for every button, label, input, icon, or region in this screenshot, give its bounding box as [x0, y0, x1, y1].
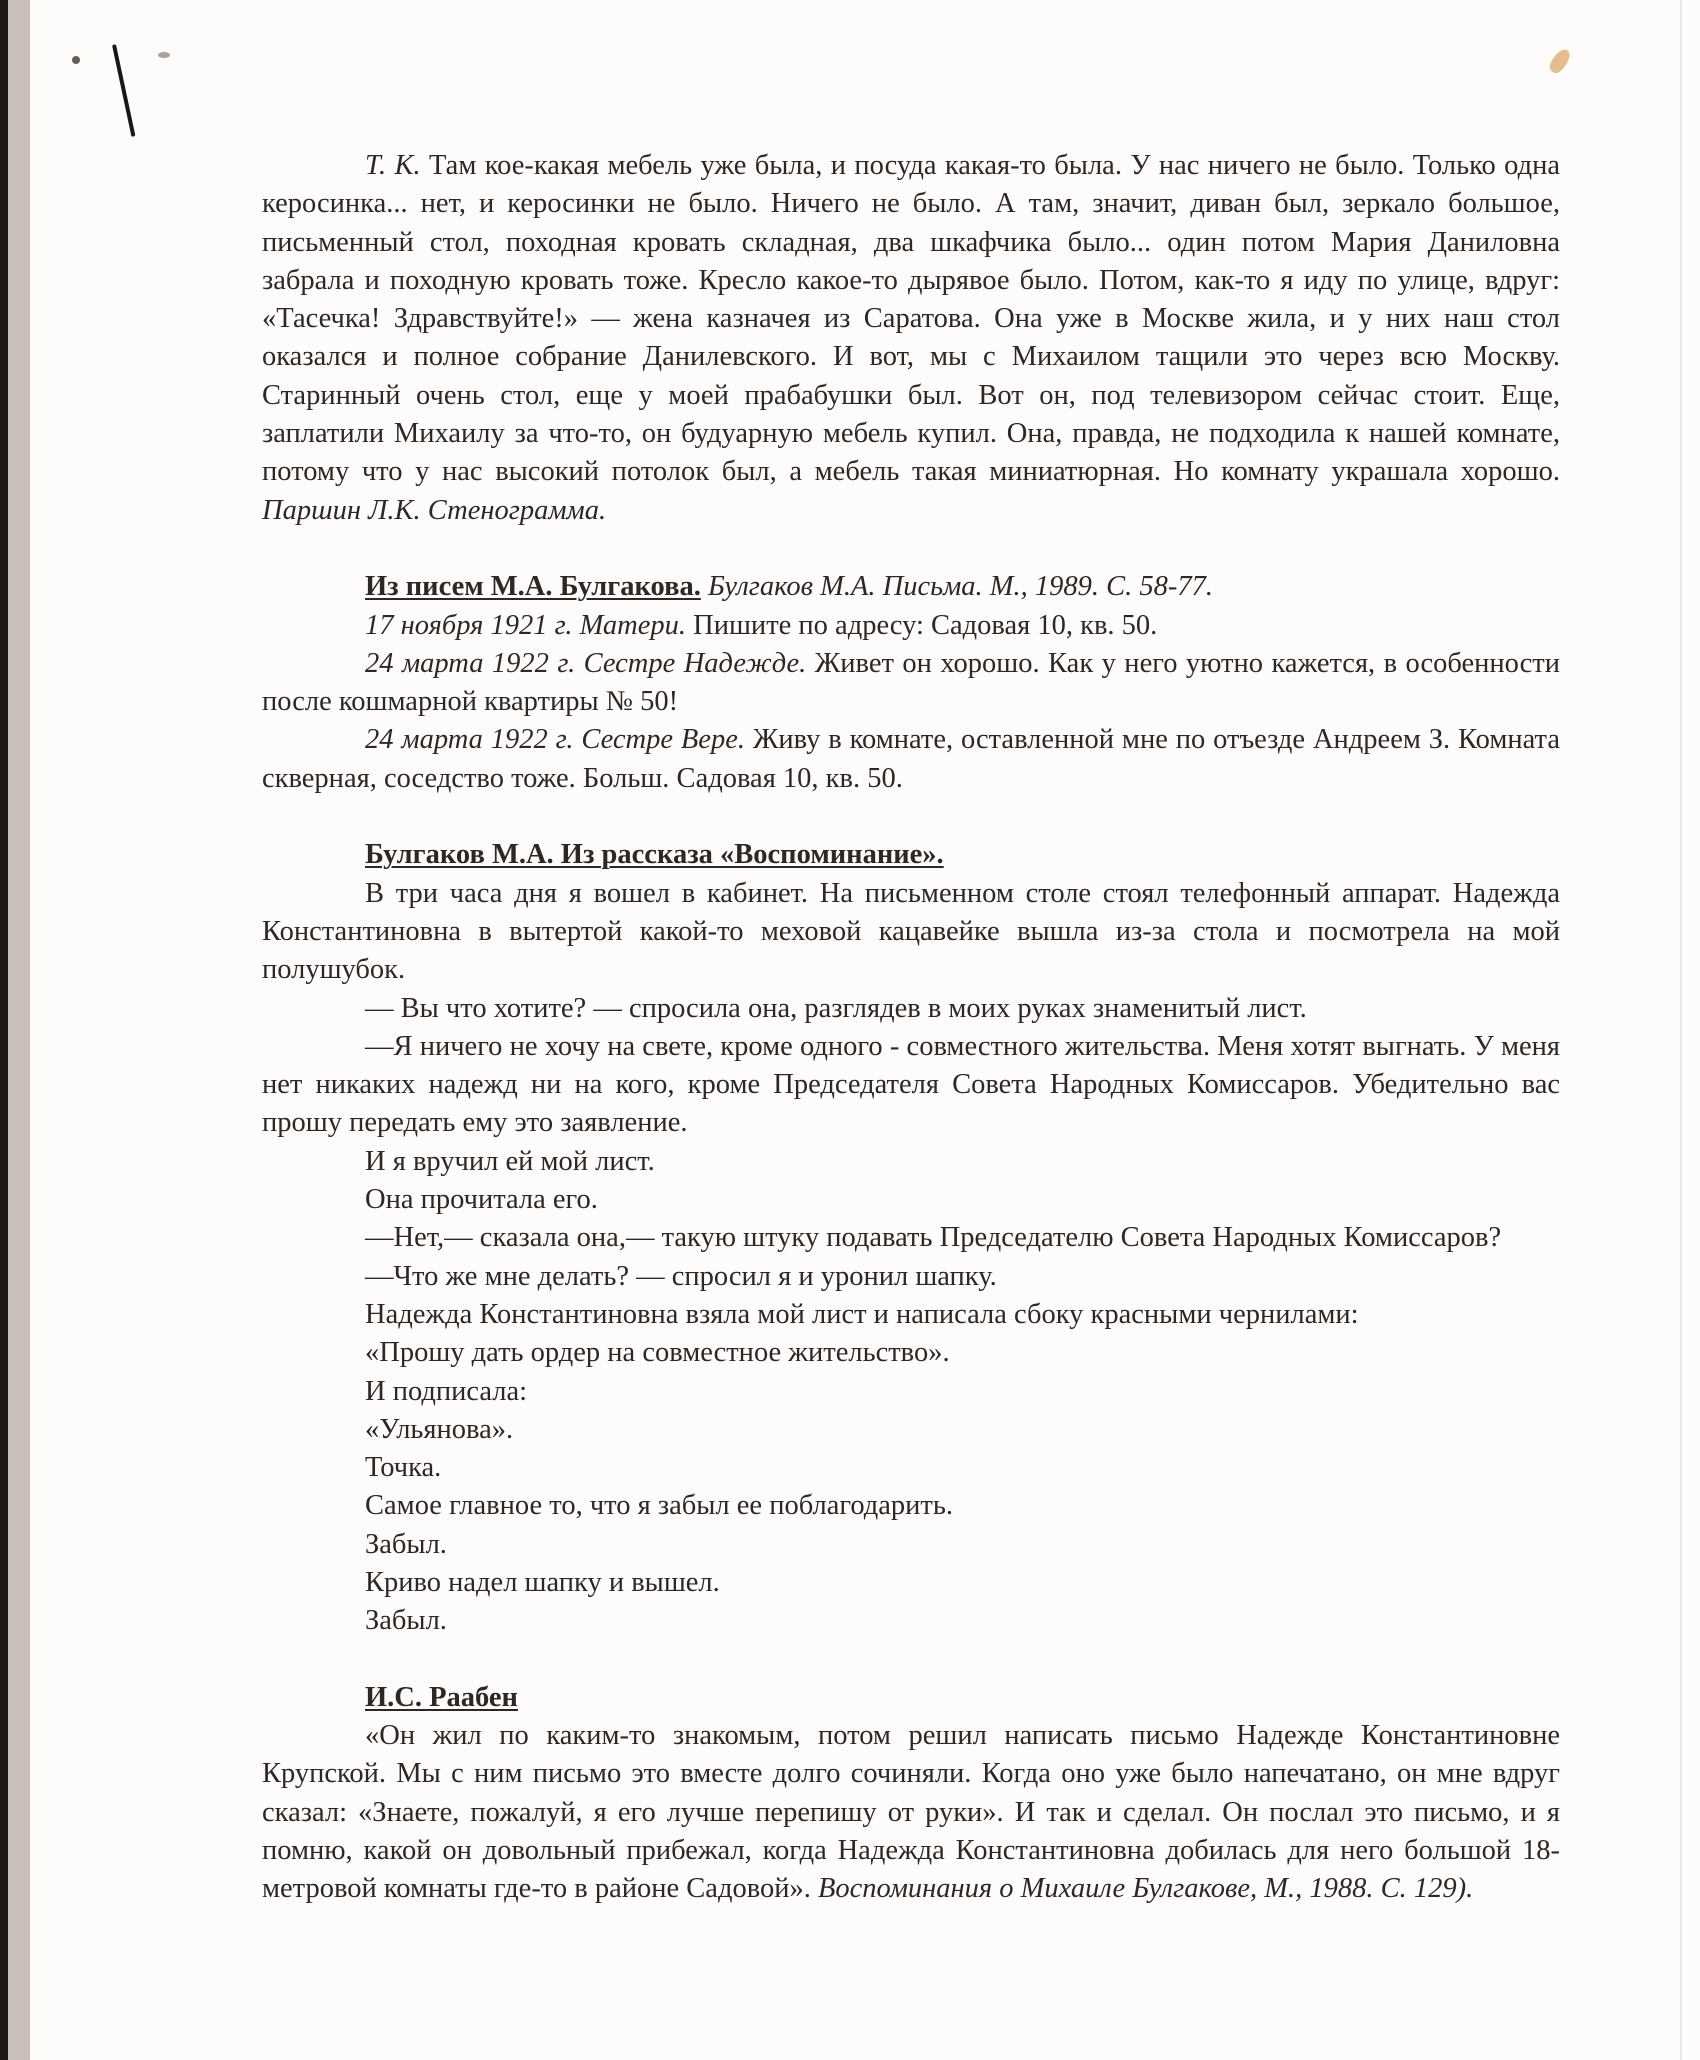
pen-stroke-mark — [112, 44, 135, 137]
letter-date: 17 ноября 1921 г. Матери. — [365, 609, 687, 641]
letter-entry — [262, 721, 1560, 798]
document-page — [262, 147, 1560, 1909]
story-paragraph: — Вы что хотите? — спросила она, разглядев в моих руках знаменитый лист. — [365, 992, 1307, 1024]
punch-hole-mark — [72, 56, 80, 64]
scan-edge-dark — [0, 0, 8, 2060]
story-paragraph: —Я ничего не хочу на свете, кроме одного - совместного жительства. Меня хотят выгнать. У меня нет никаких надежд ни на кого, кроме Председателя Совета Народных Комиссаров. Убедительно вас прошу передать ему это заявление. — [262, 1030, 1560, 1139]
story-paragraph: Криво надел шапку и вышел. — [365, 1566, 720, 1598]
stain-mark — [1547, 46, 1573, 75]
story-paragraph: И подписала: — [365, 1375, 528, 1407]
source-citation: Паршин Л.К. Стенограмма. — [262, 494, 607, 526]
section-heading: И.С. Раабен — [365, 1681, 518, 1713]
story-paragraph: «Прошу дать ордер на совместное жительство». — [365, 1337, 950, 1369]
raaben-quote — [262, 1717, 1560, 1908]
story-paragraph: Точка. — [365, 1452, 442, 1484]
scan-edge-right — [1680, 0, 1682, 2060]
letter-text: Живу в комнате, оставленной мне по отъезде Андреем З. Комната скверная, соседство тоже. Больш. Садовая 10, кв. 50. — [262, 724, 1560, 794]
story-paragraph: Забыл. — [365, 1528, 447, 1560]
story-paragraph: Она прочитала его. — [365, 1184, 598, 1216]
story-paragraph: Надежда Константиновна взяла мой лист и написала сбоку красными чернилами: — [365, 1298, 1359, 1330]
scan-edge-gray — [8, 0, 30, 2060]
story-paragraph: «Ульянова». — [365, 1413, 514, 1445]
source-citation: Воспоминания о Михаиле Булгакове, М., 1988. С. 129). — [817, 1873, 1474, 1905]
spacer — [262, 798, 1560, 836]
story-paragraph: И я вручил ей мой лист. — [365, 1145, 655, 1177]
story-paragraph: —Нет,— сказала она,— такую штуку подавать Председателю Совета Народных Комиссаров? — [365, 1222, 1502, 1254]
letter-date: 24 марта 1922 г. Сестре Вере. — [365, 724, 745, 756]
section-story-heading — [262, 836, 1560, 874]
section-heading: Из писем М.А. Булгакова. — [365, 571, 701, 603]
section-heading: Булгаков М.А. Из рассказа «Воспоминание». — [365, 839, 944, 871]
letter-entry — [262, 645, 1560, 722]
spacer — [262, 530, 1560, 568]
letter-entry — [262, 607, 1560, 645]
story-paragraph: В три часа дня я вошел в кабинет. На письменном столе стоял телефонный аппарат. Надежда Константиновна в вытертой какой-то меховой кацавейке вышла из-за стола и посмотрела на мой полушубок. — [262, 877, 1560, 986]
paragraph-text: Там кое-какая мебель уже была, и посуда какая-то была. У нас ничего не было. Только одна керосинка... нет, и керосинки не было. Ничего не было. А там, значит, диван был, зеркало большое, письменный стол, походная кровать складная, два шкафчика было... один потом Мария Даниловна забрала и походную кровать тоже. Кресло какое-то дырявое было. Потом, как-то я иду по улице, вдруг: «Тасечка! Здравствуйте!» — жена казначея из Саратова. Она уже в Москве жила, и у них наш стол оказался и полное собрание Данилевского. И вот, мы с Михаилом тащили это через всю Москву. Старинный очень стол, еще у моей прабабушки был. Вот он, под телевизором сейчас стоит. Еще, заплатили Михаилу за что-то, он будуарную мебель купил. Она, правда, не подходила к нашей комнате, потому что у нас высокий потолок был, а мебель такая миниатюрная. Но комнату украшала хорошо. — [262, 150, 1560, 488]
story-paragraph: Самое главное то, что я забыл ее поблагодарить. — [365, 1490, 953, 1522]
paragraph-tk-recollection — [262, 147, 1560, 530]
speaker-initials: Т. К. — [365, 150, 421, 181]
spacer — [262, 1641, 1560, 1679]
letter-text: Пишите по адресу: Садовая 10, кв. 50. — [686, 609, 1158, 641]
story-paragraph: Забыл. — [365, 1605, 447, 1637]
source-citation: Булгаков М.А. Письма. М., 1989. С. 58-77. — [700, 571, 1214, 603]
story-paragraph: —Что же мне делать? — спросил я и уронил шапку. — [365, 1260, 997, 1292]
section-letters-heading — [262, 568, 1560, 606]
section-raaben-heading — [262, 1679, 1560, 1717]
letter-text: Живет он хорошо. Как у него уютно кажется, в особенности после кошмарной квартиры № 50! — [262, 647, 1560, 718]
smudge-mark — [158, 52, 170, 58]
letter-date: 24 марта 1922 г. Сестре Надежде. — [365, 647, 807, 679]
quote-text: «Он жил по каким-то знакомым, потом решил написать письмо Надежде Константиновне Крупской. Мы с ним письмо это вместе долго сочиняли. Когда оно уже было напечатано, он мне вдруг сказал: «Знаете, пожалуй, я его лучше перепишу от руки». И так и сделал. Он послал это письмо, и я помню, какой он довольный прибежал, когда Надежда Константиновна добилась для него большой 18-метровой комнаты где-то в районе Садовой». — [262, 1720, 1560, 1905]
